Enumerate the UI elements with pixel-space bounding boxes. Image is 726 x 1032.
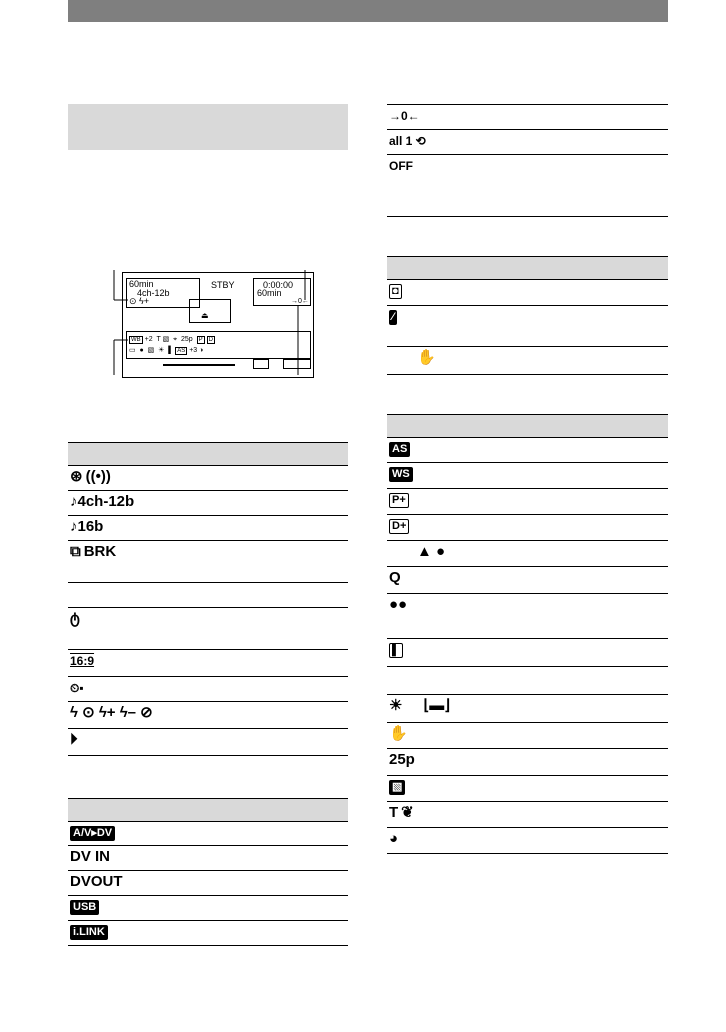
table-header xyxy=(387,256,668,280)
table-row xyxy=(68,466,348,491)
right-table-0 xyxy=(387,104,668,217)
as-chip: AS xyxy=(177,348,186,354)
25p-text: 25p xyxy=(180,336,193,343)
memory-icon: ⁄ xyxy=(389,310,397,325)
fader-icon: ▌ xyxy=(389,643,403,658)
table-row xyxy=(387,639,668,667)
lcd-off-icon: OFF xyxy=(389,159,413,173)
p-effect-icon: P+ xyxy=(389,493,409,508)
table-row xyxy=(387,306,668,347)
table-row xyxy=(68,608,348,650)
center-box xyxy=(189,299,231,323)
table-row xyxy=(387,155,668,217)
table-row xyxy=(68,541,348,583)
dv-in-icon: DV IN xyxy=(70,848,111,865)
wb-value: +2 xyxy=(144,336,153,343)
25p-icon: 25p xyxy=(389,751,415,768)
flash-icon: ϟ ⊙ ϟ+ ϟ– ⊘ xyxy=(70,704,153,721)
menu-button xyxy=(283,359,311,369)
audio-4ch-icon: ♪4ch-12b xyxy=(70,493,135,510)
table-row xyxy=(387,515,668,541)
row-text: ((•)) xyxy=(85,468,111,485)
eject-icon: ⏏ xyxy=(201,311,209,320)
table-row xyxy=(68,650,348,677)
timer-icon: ⏲▪ xyxy=(70,681,84,695)
table-row xyxy=(387,541,668,567)
left-table-2 xyxy=(68,798,348,946)
table-row xyxy=(68,677,348,702)
small-button xyxy=(253,359,269,369)
flash-mode-text: ⊙ ϟ+ xyxy=(129,296,150,306)
table-row xyxy=(68,702,348,729)
lcd-diagram xyxy=(100,260,330,380)
wide-icon: 16:9 xyxy=(70,654,95,668)
stop-icon: ⏵ xyxy=(70,731,78,748)
left-table-1 xyxy=(68,442,348,756)
tape-remaining-text: 60min xyxy=(257,288,282,298)
as-value: +3 xyxy=(189,347,198,354)
card-icon: ◘ xyxy=(389,284,402,299)
lcd-frame xyxy=(122,272,314,378)
wb-chip: WB xyxy=(131,337,141,343)
table-row xyxy=(387,667,668,695)
indoor-icon: ⌊▬⌋ xyxy=(423,697,451,714)
table-row xyxy=(387,463,668,489)
audio-16b-icon: ♪16b xyxy=(70,518,104,535)
table-row xyxy=(68,491,348,516)
table-row xyxy=(68,846,348,871)
self-timer-icon: ტ xyxy=(70,610,80,627)
right-table-1 xyxy=(387,256,668,375)
burst-stack-icon: ⧉ xyxy=(70,543,81,560)
as-icon: AS xyxy=(389,442,410,457)
table-row xyxy=(387,828,668,854)
table-header xyxy=(68,442,348,466)
table-row xyxy=(68,729,348,756)
steady-shot-icon: ✋ xyxy=(389,725,408,742)
spot-icon: ◕ xyxy=(389,830,399,847)
section-heading-box xyxy=(68,104,348,150)
table-row xyxy=(387,280,668,306)
zebra-icon: ▧ xyxy=(389,780,405,795)
battery-time: 60min xyxy=(129,279,154,289)
table-row xyxy=(387,567,668,594)
tele-macro-icon: T xyxy=(389,804,399,821)
table-row xyxy=(387,105,668,130)
table-row xyxy=(68,516,348,541)
av-dv-icon: A/V▸DV xyxy=(70,826,115,841)
audio-mode-text: 4ch-12b xyxy=(137,288,170,298)
table-row xyxy=(68,871,348,896)
burst-icon: BRK xyxy=(83,543,117,560)
table-row xyxy=(387,776,668,802)
tulip-icon: ❦ xyxy=(401,804,414,821)
table-row xyxy=(68,896,348,921)
table-row xyxy=(387,594,668,639)
table-row xyxy=(68,583,348,608)
landscape-portrait-icon: ▲ ● xyxy=(417,543,446,560)
sound-mode-icon: ⊛ xyxy=(70,468,83,485)
counter-text: 0:00:00 xyxy=(263,280,294,290)
table-row xyxy=(387,749,668,776)
d-effect-icon: D+ xyxy=(389,519,409,534)
d-chip: D xyxy=(208,337,213,343)
table-row xyxy=(387,438,668,463)
ilink-icon: i.LINK xyxy=(70,925,108,940)
table-row xyxy=(387,130,668,155)
all-repeat-icon: all 1 ⟲ xyxy=(389,134,426,148)
usb-icon: USB xyxy=(70,900,99,915)
table-row xyxy=(387,723,668,749)
table-row xyxy=(68,822,348,846)
dv-out-icon: DVOUT xyxy=(70,873,123,890)
slider-line xyxy=(163,364,235,366)
zero-set-icon: →0← xyxy=(389,109,420,123)
zero-set-small: →0← xyxy=(291,298,309,305)
bottom-row-1: WB +2 T ▧ ⌖ 25p P D xyxy=(131,336,213,343)
table-row xyxy=(68,921,348,946)
table-row xyxy=(387,347,668,375)
scene-icon: ●● xyxy=(389,596,408,613)
steady-icon: ✋ xyxy=(417,349,436,366)
status-text: STBY xyxy=(211,280,235,290)
table-header xyxy=(387,414,668,438)
table-row xyxy=(387,489,668,515)
table-header xyxy=(68,798,348,822)
ws-icon: WS xyxy=(389,467,413,482)
p-chip: P xyxy=(198,337,203,343)
table-row xyxy=(387,695,668,723)
page-header-bar xyxy=(68,0,668,22)
table-row xyxy=(387,802,668,828)
white-balance-icon: ☀ xyxy=(389,697,403,714)
right-table-2 xyxy=(387,414,668,854)
focus-icon: Q xyxy=(389,569,401,586)
bottom-row-2: ▭ ● ▧ ☀ ▌ AS +3 ◑ xyxy=(129,347,204,354)
